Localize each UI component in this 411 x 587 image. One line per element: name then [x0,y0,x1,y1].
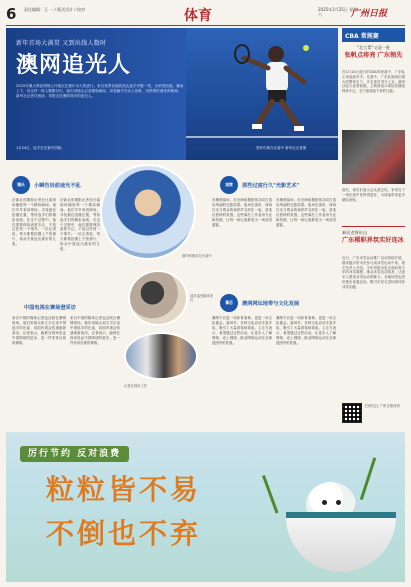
editor-meta: 责任编辑：王 一 / 版式设计 / 校对 [24,7,86,12]
cba-tag: CBA 常规赛 [342,28,405,42]
press-photo [124,332,198,380]
text-right-2b: 澳网不仅是一项体育赛事，更是一场文化盛会。赛场外，各种文化活动丰富多彩，吸引了大量游客和球迷。主办方表示，希望通过这些活动，让更多人了解网球、爱上网球，推动网球运动在全球范围内的发展。 [276,316,336,345]
text-right-2a: 澳网不仅是一项体育赛事，更是一场文化盛会。赛场外，各种文化活动丰富多彩，吸引了大量游客和球迷。主办方表示，希望通过这些活动，让更多人了解网球、爱上网球，推动网球运动在全球范围内的发展。 [212,316,272,345]
hero-kicker: 新年首场大满贯 又到出线人数时 [16,40,107,47]
text-right-1a: 在澳网赛场，灯光师和摄影师共同打造出绚丽的光影效果。夜场比赛时，球场灯光与观众的欢呼声交织在一起，营造出独特的氛围。这些幕后工作者用专业和热情，让每一场比赛都成为一场视觉盛宴。 [212,198,272,227]
qr-code-icon [342,403,362,423]
right-head-2: 新民老将出山 [342,230,368,235]
section-tag-left: 镜头 [12,176,30,194]
qr-text: 扫码关注 广州日报体育 [365,404,400,408]
text-left-1a: 法新社的摄影记者在比赛现场捕捉每一个精彩瞬间。他们早早来到球场，寻找最佳拍摄位置，等待选手们的精彩表现。在这个过程中，他们需要保持高度专注，不放过任何一个细节。一位记者说，每天都要拍摄上千张照片，再从中挑选出最好的几张。 [12,198,56,247]
photo-caption-1: 德约科维奇在比赛中 [182,254,212,258]
basketball-photo [342,130,405,184]
mascot-eye-right [336,500,341,505]
text-left-1b: 法新社的摄影记者在比赛现场捕捉每一个精彩瞬间。他们早早来到球场，寻找最佳拍摄位置，等待选手们的精彩表现。在这个过程中，他们需要保持高度专注，不放过任何一个细节。一位记者说，每天都要拍摄上千张照片，再从中挑选出最好的几张。 [60,198,100,252]
section-tag-right: 观察 [220,176,238,194]
right-body-2: 近日，广东冰雪运动推广活动持续开展，越来越多的市民参与到冰雪运动中来。相关负责人介绍，今年将推出更多面向青少年的冰雪课程，推动冰雪运动普及，让更多人感受冰雪运动的魅力。各地场馆也纷纷推出优惠活动，吸引市民走进场馆体验冰雪乐趣。 [342,256,405,289]
section-tag-right-2: 幕后 [220,294,238,312]
sprout-icon [262,466,302,513]
right-head-1: "北大帮"又迎一胜 [356,45,391,50]
section-title: 体育 [184,8,212,24]
right-title-2: 广东稀职界氛实好连冰 [342,237,404,244]
djokovic-photo [100,164,196,260]
banner-tag: 厉行节约 反对浪费 [20,446,129,462]
text-left-2a: 来自中国的媒体记者也活跃在澳网现场。他们用镜头和文字记录中国选手的比赛，向国内观众传递最新赛况。记者表示，能够在现场见证中国网球的进步，是一件非常自豪的事情。 [12,316,66,345]
masthead [6,4,405,26]
page-number: 6 [6,5,17,23]
court-line [186,136,338,138]
hero-banner [6,28,338,160]
text-right-1b: 在澳网赛场，灯光师和摄影师共同打造出绚丽的光影效果。夜场比赛时，球场灯光与观众的欢呼声交织在一起，营造出独特的氛围。这些幕后工作者用专业和热情，让每一场比赛都成为一场视觉盛宴。 [276,198,336,227]
public-service-banner [6,432,405,582]
rice-bowl-icon [286,512,396,572]
right-body-1: 在1月24日进行的CBA常规赛中，广东队主场迎战对手。比赛中，广东队展现出强大的整体实力，多名球员得分上双，最终以较大优势取胜。主教练表示球队将继续保持专注，全力备战接下来的比赛。 [342,70,405,94]
text-left-2b: 来自中国的媒体记者也活跃在澳网现场。他们用镜头和文字记录中国选手的比赛，向国内观众传递最新赛况。记者表示，能够在现场见证中国网球的进步，是一件非常自豪的事情。 [70,316,120,345]
mascot-eye-left [322,500,327,505]
hero-title: 澳网追光人 [16,52,132,78]
right-body-1b: 赛后，球员们表示会认真总结，争取在下一场比赛中发挥得更好，为球迷带来更多精彩表现。 [342,188,405,202]
banner-line-1: 粒粒皆不易 [46,473,202,506]
subhead-right-2: 澳网网坛地带与文化发展 [242,301,300,307]
right-title-1: 张帆点将亮 广东领先 [344,52,403,59]
right-column [342,28,405,428]
middle-section [6,164,338,428]
photo-caption-3: 记者在现场工作 [124,384,148,388]
subhead-right-1: 那些过度行久"光影艺术" [242,183,300,189]
banner-line-2: 不倒也不弃 [46,517,202,550]
newspaper-logo: 广州日报 [351,9,388,19]
interview-photo [128,270,188,326]
hero-caption: 蒙菲尔斯在比赛中 新华社记者摄 [256,146,307,150]
hero-body: 2025年澳大利亚网球公开赛正在墨尔本火热进行。来自世界各地的顶尖选手齐聚一堂，为荣誉而战。赛场上下，有这样一群人默默付出，他们用镜头记录精彩瞬间，用笔触书写动人故事，用热情传递体育精神。新华社记者在现场，带您走近澳网背后的追光人。 [16,84,184,99]
issue-date: 2025年1月25日 星期六 [318,7,358,17]
right-divider [342,226,405,227]
subhead-left-1: 小瞬告诉前途光不乱 [34,183,81,189]
subhead-left-2: 中国电视在赛场澄采访 [24,305,76,311]
photo-caption-2: 球员接受媒体采访 [190,294,214,303]
tennis-player-image [234,40,314,136]
sprout-icon-2 [360,457,396,506]
hero-caption-left: 1月24日，选手在比赛中回球。 [16,146,65,150]
